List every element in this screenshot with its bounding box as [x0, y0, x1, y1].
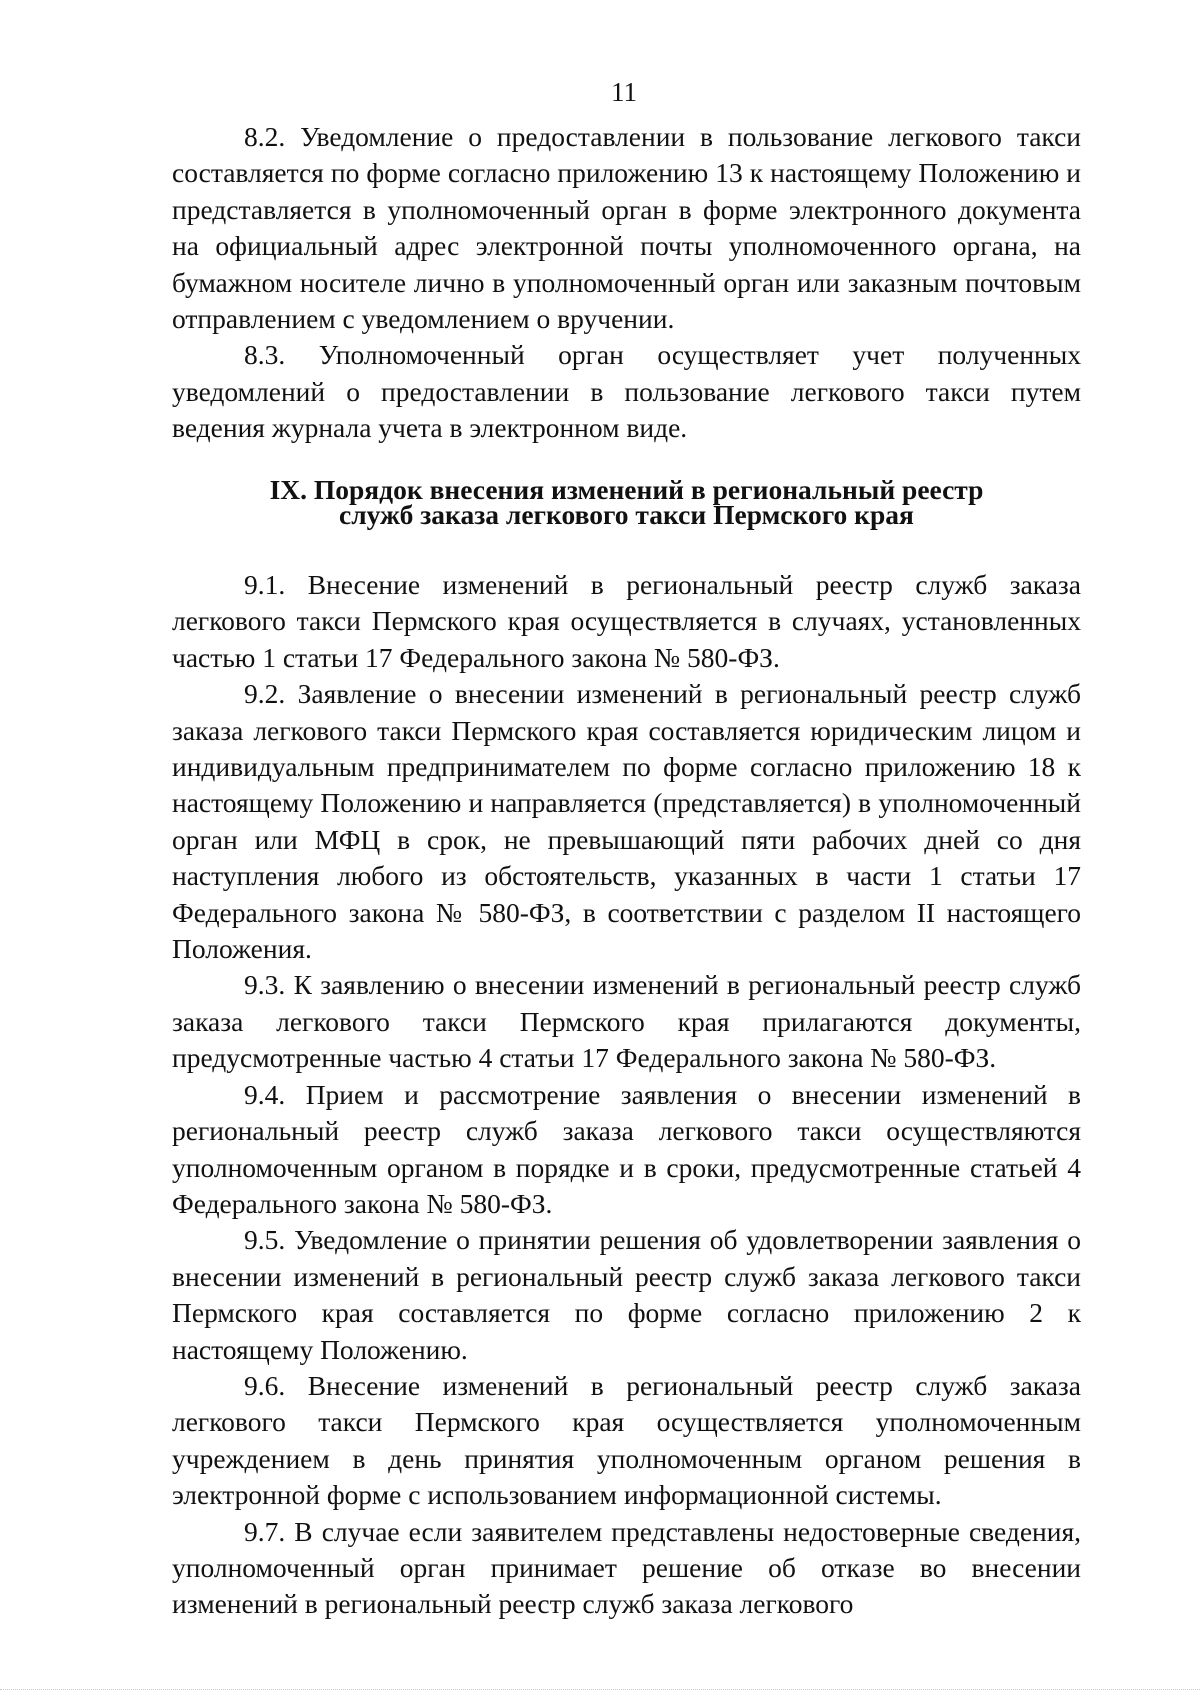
paragraph-9-5: 9.5. Уведомление о принятии решения об удовлетворении заявления о внесении изменений в региональный реестр служб заказа легкового такси Пермского края составляется по форме согласно приложению 2 к настоящему Положению.	[172, 1224, 1081, 1365]
page-number: 11	[611, 77, 637, 107]
paragraph-9-6: 9.6. Внесение изменений в региональный реестр служб заказа легкового такси Пермского края осуществляется уполномоченным учреждением в день принятия уполномоченным органом решения в электронной форме с использованием информационной системы.	[172, 1369, 1081, 1511]
section-9-heading-line-1: IX. Порядок внесения изменений в региональный реестр	[269, 474, 984, 505]
section-9-body	[172, 567, 1081, 1623]
scan-edge-line	[0, 1689, 1200, 1690]
paragraph-9-3: 9.3. К заявлению о внесении изменений в региональный реестр служб заказа легкового такси Пермского края прилагаются документы, предусмотренные частью 4 статьи 17 Федерального закона № 580-ФЗ.	[172, 969, 1081, 1074]
paragraph-9-4: 9.4. Прием и рассмотрение заявления о внесении изменений в региональный реестр служб заказа легкового такси осуществляются уполномоченным органом в порядке и в сроки, предусмотренные статьей 4 Федерального закона № 580-ФЗ.	[172, 1078, 1081, 1219]
paragraph-9-2: 9.2. Заявление о внесении изменений в региональный реестр служб заказа легкового такси Пермского края составляется юридическим лицом и индивидуальным предпринимателем по форме согласно приложению 18 к настоящему Положению и направляется (представляется) в уполномоченный орган или МФЦ в срок, не превышающий пяти рабочих дней со дня наступления любого из обстоятельств, указанных в части 1 статьи 17 Федерального закона № 580-ФЗ, в соответствии с разделом II настоящего Положения.	[172, 678, 1081, 965]
section-9-heading-line-2: служб заказа легкового такси Пермского края	[339, 499, 914, 530]
paragraph-9-1: 9.1. Внесение изменений в региональный реестр служб заказа легкового такси Пермского края осуществляется в случаях, установленных частью 1 статьи 17 Федерального закона № 580-ФЗ.	[172, 569, 1081, 673]
section-8-body	[172, 119, 1081, 447]
paragraph-8-2: 8.2. Уведомление о предоставлении в пользование легкового такси составляется по форме согласно приложению 13 к настоящему Положению и представляется в уполномоченный орган в форме электронного документа на официальный адрес электронной почты уполномоченного органа, на бумажном носителе лично в уполномоченный орган или заказным почтовым отправлением с уведомлением о вручении.	[172, 121, 1081, 335]
paragraph-8-3: 8.3. Уполномоченный орган осуществляет учет полученных уведомлений о предоставлении в пользование легкового такси путем ведения журнала учета в электронном виде.	[172, 339, 1081, 444]
section-9-heading	[172, 474, 1081, 530]
paragraph-9-7: 9.7. В случае если заявителем представлены недостоверные сведения, уполномоченный орган принимает решение об отказе во внесении изменений в региональный реестр служб заказа легкового	[172, 1515, 1081, 1620]
